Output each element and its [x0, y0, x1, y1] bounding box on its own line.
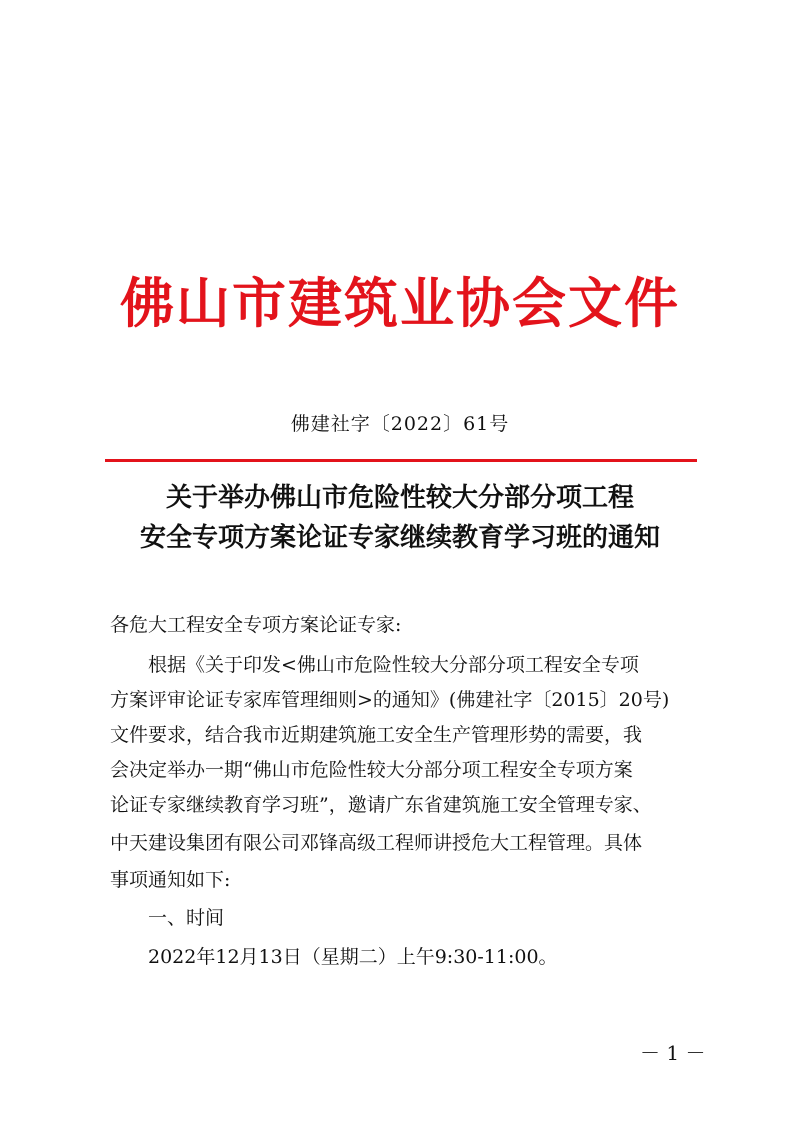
- masthead-title: 佛山市建筑业协会文件: [120, 271, 680, 335]
- notice-title-line-1: 关于举办佛山市危险性较大分部分项工程: [165, 483, 634, 513]
- body-line: 会决定举办一期“佛山市危险性较大分部分项工程安全专项方案: [110, 759, 633, 781]
- red-divider-rule: [105, 459, 697, 462]
- section-heading-time: 一、时间: [110, 907, 225, 929]
- body-line: 文件要求，结合我市近期建筑施工安全生产管理形势的需要，我: [110, 724, 643, 746]
- event-datetime: 2022年12月13日（星期二）上午9:30-11:00。: [110, 946, 558, 968]
- body-line: 中天建设集团有限公司邓锋高级工程师讲授危大工程管理。具体: [110, 832, 643, 854]
- notice-title-line-2: 安全专项方案论证专家继续教育学习班的通知: [139, 523, 660, 553]
- body-line: 方案评审论证专家库管理细则>的通知》(佛建社字〔2015〕20号): [110, 689, 670, 711]
- body-line: 根据《关于印发<佛山市危险性较大分部分项工程安全专项: [110, 654, 639, 676]
- salutation: 各危大工程安全专项方案论证专家:: [110, 614, 402, 636]
- page-number: － 1 －: [640, 1041, 706, 1065]
- body-line: 论证专家继续教育学习班”，邀请广东省建筑施工安全管理专家、: [110, 794, 652, 816]
- notice-title: [0, 478, 800, 558]
- document-number: 佛建社字〔2022〕61号: [290, 413, 510, 435]
- body-line: 事项通知如下:: [110, 869, 231, 891]
